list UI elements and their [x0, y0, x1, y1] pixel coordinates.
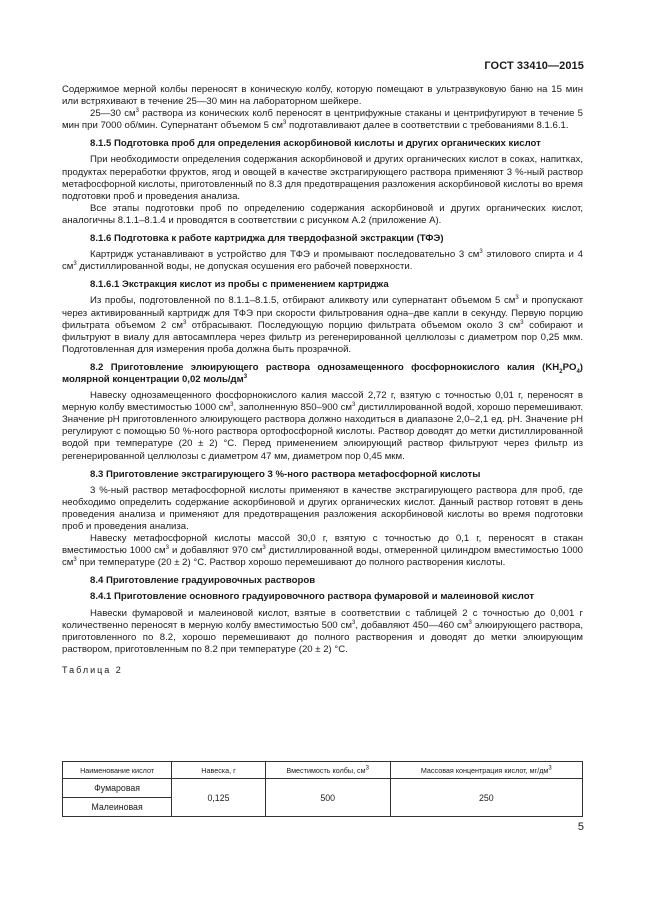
paragraph: Из пробы, подготовленной по 8.1.1–8.1.5, отбирают аликвоту или супернатант объемом 5 $см^3$ и пропускают через активированный картридж для ТФЭ при скорости фильтрования одна–две капли в секунду. Первую порцию фильтрата объемом 2 $см^3$ отбрасывают. Последующую порцию фильтрата объемом около 3 $см^3$ собирают и фильтруют в виалу для автосамплера через фильтр из регенерированной целлюлозы с диаметром пор 0,25 мкм. Подготовленная для измерения проба должна быть прозрачной. [62, 295, 584, 355]
table-header-row [63, 762, 583, 779]
document-body [62, 84, 583, 676]
section-heading: 8.4.1 Приготовление основного градуировочного раствора фумаровой и малеиновой кислот [90, 591, 535, 603]
page-number: 5 [577, 821, 584, 833]
gost-header: ГОСТ 33410—2015 [484, 60, 584, 72]
table-row [63, 779, 583, 798]
section-heading: 8.1.6.1 Экстракция кислот из пробы с применением картриджа [90, 279, 389, 291]
paragraph: Все этапы подготовки проб по определению содержания аскорбиновой и других органических кислот, аналогичны 8.1.1–8.1.4 и проводятся в соответствии с рисунком А.2 (приложение А). [62, 202, 583, 226]
column-header: Вместимость колбы, $см^3$ [265, 762, 390, 779]
data-table [62, 761, 583, 817]
table-cell: 500 [265, 779, 390, 817]
paragraph: Навеску метафосфорной кислоты массой 30,0 г, взятую с точностью до 0,1 г, переносят в стакан вместимостью 1000 $см^3$ и добавляют 970 $см^3$ дистиллированной воды, отмеренной цилиндром вместимостью 1000 $см^3$ при температуре (20 ± 2) °С. Раствор хорошо перемешивают до полного растворения кислоты. [62, 533, 583, 569]
column-header: Навеска, г [172, 762, 266, 779]
paragraph: При необходимости определения содержания аскорбиновой и других органических кислот в соках, напитках, продуктах переработки фруктов, ягод и овощей в качестве экстрагирующего раствора применяют 3 %-ный раствор метафосфорной кислоты, приготовленный по 8.3 для предотвращения разложения аскорбиновой кислоты во время подготовки проб и проведения анализа. [62, 154, 583, 202]
table-cell: Фумаровая [63, 779, 172, 798]
table-caption: Таблица 2 [62, 664, 123, 675]
column-header: Массовая концентрация кислот, $мг/дм^3$ [390, 762, 582, 779]
paragraph: Картридж устанавливают в устройство для ТФЭ и промывают последовательно 3 $см^3$ этилового спирта и 4 $см^3$ дистиллированной воды, не допуская осушения его рабочей поверхности. [62, 248, 583, 273]
paragraph: 25—30 $см^3$ раствора из конических колб переносят в центрифужные стаканы и центрифугируют в течение 5 мин при 7000 об/мин. Супернатант объемом 5 $см^3$ подготавливают далее в соответствии с требованиями 8.1.6.1. [62, 108, 583, 132]
section-heading: 8.1.6 Подготовка к работе картриджа для твердофазной экстракции (ТФЭ) [90, 233, 444, 245]
section-heading: 8.1.5 Подготовка проб для определения аскорбиновой кислоты и других органических кислот [90, 138, 541, 150]
paragraph: 3 %-ный раствор метафосфорной кислоты применяют в качестве экстрагирующего раствора для проб, где необходимо определить содержание аскорбиновой и других органических кислот. Данный раствор готовят в день проведения анализа и применяют для предотвращения разложения аскорбиновой кислоты во время подготовки проб и проведения анализа. [62, 484, 583, 532]
section-heading: 8.4 Приготовление градуировочных растворов [90, 575, 316, 587]
paragraph: Содержимое мерной колбы переносят в коническую колбу, которую помещают в ультразвуковую баню на 15 мин или встряхивают в течение 25—30 мин на лабораторном шейкере. [62, 84, 583, 108]
table-cell: Малеиновая [63, 798, 172, 817]
column-header: Наименование кислот [63, 762, 172, 779]
paragraph: Навески фумаровой и малеиновой кислот, взятые в соответствии с таблицей 2 с точностью до 0,001 г количественно переносят в мерную колбу вместимостью 500 $см^3$, добавляют 450—460 $см^3$ элюирующего раствора, приготовленного по 8.2, хорошо перемешивают до полного растворения и доводят до метки элюирующим раствором, приготовленным по 8.2 при температуре (20 ± 2) °С. [62, 607, 584, 655]
section-heading: 8.3 Приготовление экстрагирующего 3 %-ного раствора метафосфорной кислоты [90, 468, 481, 480]
section-heading: 8.2 Приготовление элюирующего раствора однозамещенного фосфорнокислого калия $(KH_2PO_4)$ молярной концентрации 0,02 моль/$дм^3$ [62, 361, 583, 385]
table-cell: 250 [390, 779, 582, 817]
table-cell: 0,125 [172, 779, 266, 817]
paragraph: Навеску однозамещенного фосфорнокислого калия массой 2,72 г, взятую с точностью 0,01 г, переносят в мерную колбу вместимостью 1000 $см^3$, заполненную 850–900 $см^3$ дистиллированной водой, хорошо перемешивают. Значение pH приготовленного элюирующего раствора должно находиться в диапазоне 2,0–2,1 ед. pH. Значение pH регулируют с помощью 50 %-ного раствора ортофосфорной кислоты. Раствор доводят до метки дистиллированной водой при температуре (20 ± 2) °С. Перед применением элюирующий раствор фильтруют через фильтр из регенерированной целлюлозы с диаметром 47 мм, диаметром пор 0,45 мкм. [62, 390, 583, 462]
